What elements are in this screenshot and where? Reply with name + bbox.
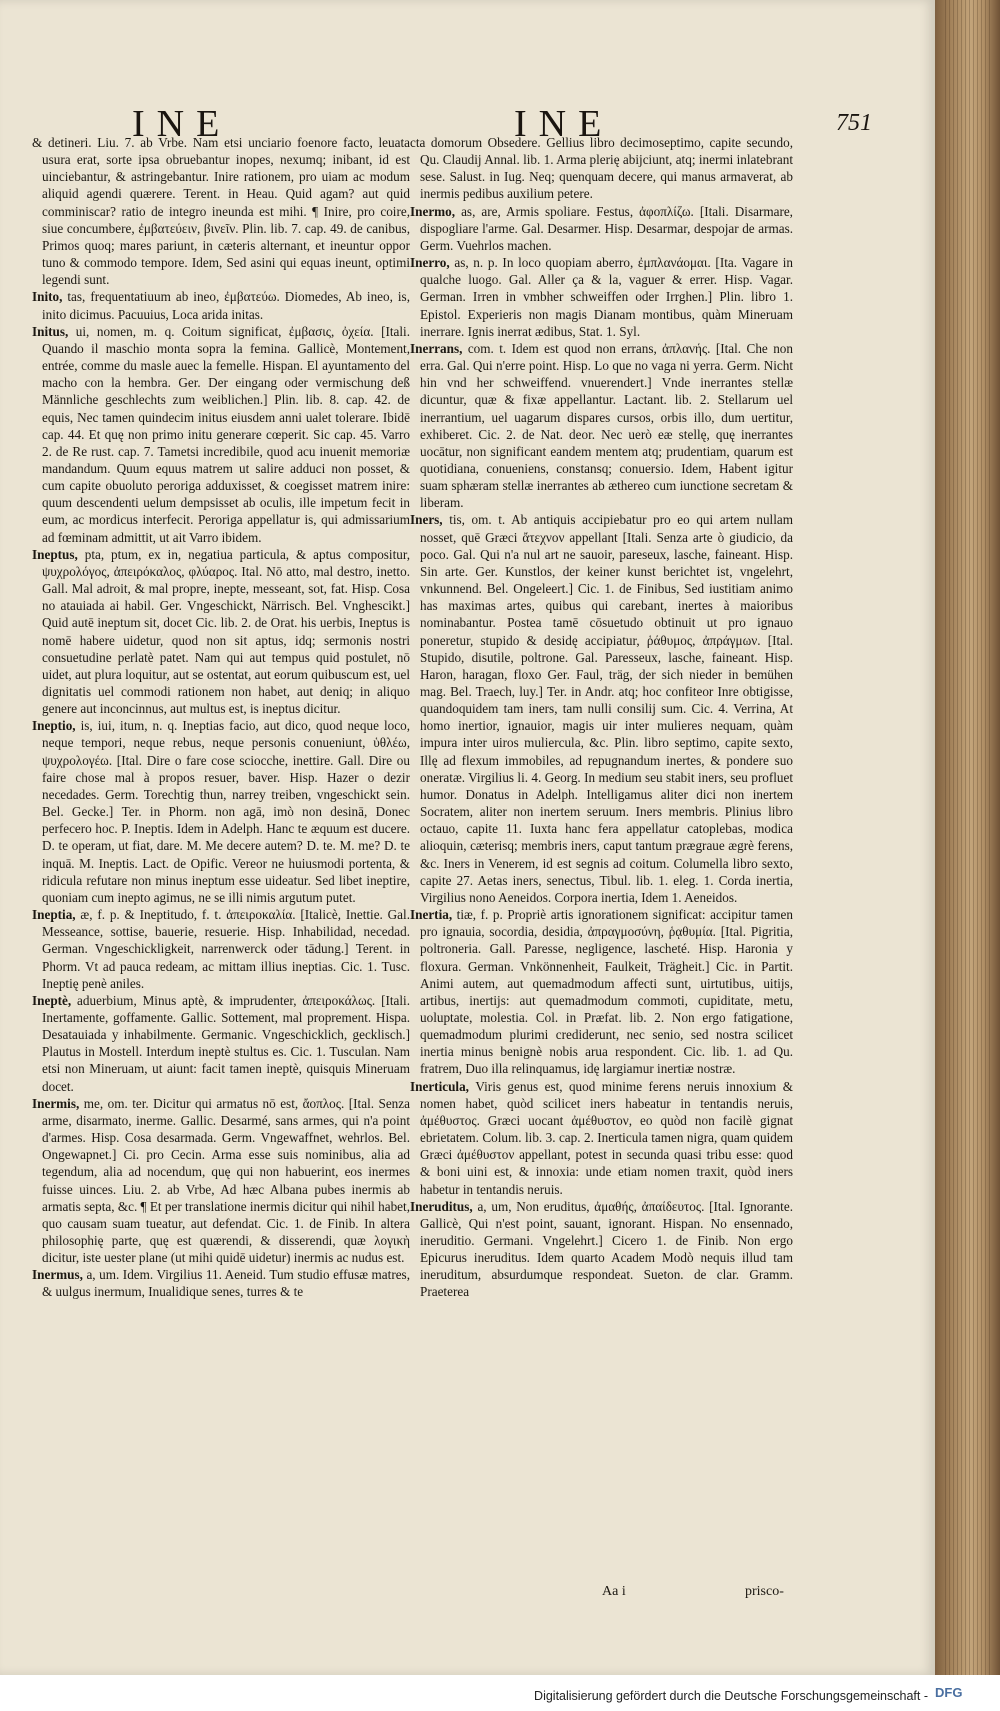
entry-text: a, um, Non eruditus, ἀμαθής, ἀπαίδευτος. [Ital. Ignorante. Gallicè, Qui n'est point, sauant, ignorant. Hispan. No ensennado, ineruditio. Germani. Vngelehrt.] Cicero 1. de Finib. Non ergo Epicurus ineruditus. Idem quarto Academ Modò nequis illud tam ineruditum, absurdumque respondeat. Sueton. de clar. Gramm. Praeterea xyxy=(420,1198,794,1300)
entry-text: & detineri. Liu. 7. ab Vrbe. Nam etsi unciario foenore facto, leuata usura erat, sorte ipsa obruebantur inopes, nexumq; inibant, id est uinciebantur, & astringebantur. Inire rationem, pro uiam ac modum aliquid agendi quærere. Terent. in Heau. Quid agam? aut quid comminiscar? ratio de integro ineunda est mihi. ¶ Inire, pro coire, siue concumbere, ἐμβατεύειν, βινεῖν. Plin. lib. 7. cap. 49. de canibus, Primos quoq; mares pariunt, in cæteris alternant, et ineuntur oppor tuno & commodo tempore. Idem, Sed asini qui equas ineunt, optimi legendi sunt. xyxy=(32,135,410,288)
dictionary-entry xyxy=(32,906,410,992)
dictionary-entry xyxy=(32,546,410,718)
running-head-left: INE xyxy=(132,103,232,145)
entry-headword: Inito, xyxy=(32,289,68,305)
dictionary-entry xyxy=(410,906,793,1078)
entry-text: tas, frequentatiuum ab ineo, ἐμβατεύω. Diomedes, Ab ineo, is, inito dicimus. Pacuuius, Loca arida initas. xyxy=(42,289,410,322)
dictionary-entry xyxy=(32,717,410,906)
page-number: 751 xyxy=(836,110,872,136)
entry-headword: Inermus, xyxy=(32,1267,87,1283)
entry-text: me, om. ter. Dicitur qui armatus nō est, ἄοπλος. [Ital. Senza arme, disarmato, inerme. Gallic. Desarmé, sans armes, qui n'a point d'armes. Hisp. Cosa desarmada. Germ. Vngewaffnet, wehrlos. Bel. Ongewapnet.] Ci. pro Cecin. Arma esse suis nominibus, alia ad tegendum, alia ad nocendum, quę qui non habuerint, eos inermes fuisse uinces. Liu. 2. ab Vrbe, Ad hæc Albana pubes inermis ab armatis septa, &c. ¶ Et per translatione inermis dicitur qui nihil habet, quo causam suam tueatur, aut defendat. Cic. 1. de Finib. In altera philosophię parte, quę est quærendi, & disserendi, quæ λογικὴ dicitur, iste uester plane (ut mihi quidē uidetur) inermis ac nudus est. xyxy=(42,1095,410,1266)
dictionary-entry xyxy=(410,1198,793,1301)
right-column xyxy=(410,134,793,1301)
entry-headword: Ineptia, xyxy=(32,907,81,923)
entry-headword: Ineruditus, xyxy=(410,1198,478,1214)
dictionary-entry xyxy=(32,323,410,546)
entry-headword: Inerro, xyxy=(410,255,455,271)
digitization-note: Digitalisierung gefördert durch die Deutsche Forschungsgemeinschaft - xyxy=(534,1689,928,1703)
dfg-logo: DFG xyxy=(935,1685,963,1700)
entry-text: tiæ, f. p. Propriè artis ignorationem significat: accipitur tamen pro ignauia, socordia, desidia, ἀπραγμοσύνη, ῥᾳθυμία. [Ital. Pigritia, poltroneria. Gall. Paresse, negligence, lascheté. Hisp. Haronia y floxura. German. Vnkönnenheit, Faulkeit, Trägheit.] Cic. in Partit. Animi autem, aut quemadmodum affecti sunt, uirtutibus, uitijs, artibus, inertijs: aut quemadmodum commoti, cupiditate, metu, uoluptate, molestia. Col. in Præfat. lib. 2. Non ergo fatigatione, quemadmodum plurimi crediderunt, nec senio, sed nostra scilicet inertia minus benignè nobis arua respondent. Cic. lib. 1. ad Qu. fratrem, Duo illa relinquamus, idę largiamur inertiæ nostræ. xyxy=(420,907,793,1077)
dictionary-entry xyxy=(410,203,793,254)
entry-text: is, iui, itum, n. q. Ineptias facio, aut dico, quod neque loco, neque tempori, neque rebus, neque personis conueniunt, ὑθλέω, ψυχρολογέω. [Ital. Dire o fare cose sciocche, inettire. Gall. Dire ou faire chose mal à propos resuer, baver. Hisp. Hazer o dezir necedades. Germ. Torechtig thun, narrey treiben, vngeschickt sein. Bel. Gecke.] Ter. in Phorm. non agā, imò non desinā, Donec perfecero hoc. P. Ineptis. Idem in Adelph. Hanc te æquum est ducere. D. te operam, ut fiat, dare. M. Me decere autem? D. te. M. me? D. te inquā. M. Ineptis. Lact. de Opific. Vereor ne huiusmodi portenta, & ridicula refutare non minus ineptum esse uideatur. Sed libet ineptire, quoniam cum inepto agimus, ne se illi nimis argutum putet. xyxy=(42,718,410,905)
dictionary-entry xyxy=(32,288,410,322)
entry-text: cta domorum Obsedere. Gellius libro decimoseptimo, capite secundo, Qu. Claudij Annal. lib. 1. Arma plerię abijciunt, atq; inermi inlatebrant sese. Salust. in Iug. Neq; quenquam decere, qui manus armaverat, ab inermis pedibus auxilium petere. xyxy=(410,135,793,202)
entry-headword: Inermis, xyxy=(32,1095,84,1111)
entry-headword: Ineptus, xyxy=(32,546,85,562)
dictionary-entry xyxy=(410,511,793,906)
dictionary-entry xyxy=(410,340,793,512)
entry-headword: Inertia, xyxy=(410,907,457,923)
left-column xyxy=(32,134,410,1301)
entry-text: as, are, Armis spoliare. Festus, ἀφοπλίζω. [Itali. Disarmare, dispogliare l'arme. Gal. Desarmer. Hisp. Desarmar, despojar de armas. Germ. Vuehrlos machen. xyxy=(420,203,793,253)
entry-text: tis, om. t. Ab antiquis accipiebatur pro eo qui artem nullam nosset, quē Græci ἄτεχνον appellant [Itali. Senza arte ò giudicio, da poco. Gal. Qui n'a nul art ne sauoir, pareseux, lasche, faineant. Hisp. Sin arte. Ger. Kunstlos, der keiner kunst berichtet ist, vngelehrt, vnkunnend. Bel. Ongeleert.] Cic. 1. de Finibus, Sed iustitiam animo has maximas artes, quibus qui carebant, inertes à maioribus nominabantur. Postea tamē cōsuetudo obtinuit ut pro ignauo poneretur, stupido & desidę accipiatur, ῥάθυμος, ἀπράγμων. [Ital. Stupido, disutile, poltrone. Gal. Paresseux, lasche, faineant. Hisp. Haron, haragan, floxo Ger. Faul, träg, der sich nieder in bemühen mag. Bel. Traech, luy.] Ter. in Andr. atq; hoc confiteor Inre obtigisse, quandoquidem tam iners, tam nulli consilij sum. Cic. 4. Verrina, At homo inertior, ignauior, magis uir inter mulieres nequam, quàm impura inter uiros muliercula, &c. Plin. libro septimo, capite sexto, Illę ad flexum immobiles, ad repugnandum inertes, & pondere suo oneratæ. Virgilius li. 4. Georg. In medium seu stabit iners, seu profluet humor. Donatus in Adelph. Intelligamus aliter dici non inertem Socratem, aliter non inertem seruum. Iners membris. Plinius libro octauo, capite 11. Iuxta hanc fera appellatur catoplebas, modica alioquin, cæterisq; membris iners, caput tantum prægraue ægrè ferens, &c. Iners in Venerem, id est segnis ad coitum. Columella libro sexto, capite 27. Aetas iners, senectus, Tibul. lib. 1. eleg. 1. Corda inertia, Virgilius nono Aeneidos. Corpora inertia, Idem 1. Aeneidos. xyxy=(420,512,793,905)
entry-headword: Inermo, xyxy=(410,203,462,219)
entry-headword: Initus, xyxy=(32,323,76,339)
running-head-right: INE xyxy=(514,103,614,145)
entry-text: Viris genus est, quod minime ferens neruis innoxium & nomen habet, quòd scilicet iners habeatur in tentandis neruis, ἀμέθυστος. Græci uocant ἀμέθυστον, eo quòd non facilè gignat ebrietatem. Colum. lib. 3. cap. 2. Inerticula tamen nigra, quam quidem Græci ἀμέθυστον appellant, potest in secunda quasi tribu esse: quod & boni uini est, & innoxia: unde etiam nomen traxit, quòd iners habetur in tentandis neruis. xyxy=(420,1078,793,1197)
dictionary-entry xyxy=(410,254,793,340)
dictionary-entry xyxy=(32,134,410,288)
entry-text: a, um. Idem. Virgilius 11. Aeneid. Tum studio effusæ matres, & uulgus inermum, Inualidique senes, turres & te xyxy=(42,1267,410,1300)
catchword: prisco- xyxy=(745,1584,784,1599)
entry-text: pta, ptum, ex in, negatiua particula, & aptus compositur, ψυχρολόγος, ἀπειρόκαλος, φλύαρος. Ital. Nō atto, mal destro, inetto. Gall. Mal adroit, & mal propre, inepte, messeant, sot, fat. Hisp. Cosa no atauiada ai habil. Ger. Vngeschickt, Närrisch. Bel. Vnghescikt.] Quid autē ineptum sit, docet Cic. lib. 2. de Orat. his uerbis, Ineptus is nomē habere uidetur, quod non sit aptus, idq; sermonis nostri consuetudine perlatè patet. Nam qui aut tempus quid postulet, nō uidet, aut plura loquitur, aut se ostentat, aut eorum quibuscum est, uel dignitatis uel commodi rationem non habet, aut deniq; in aliquo genere aut inconcinnus, aut multus est, is ineptus dicitur. xyxy=(42,546,410,717)
entry-headword: Inerticula, xyxy=(410,1078,476,1094)
entry-text: æ, f. p. & Ineptitudo, f. t. ἀπειροκαλία. [Italicè, Inettie. Gal. Messeance, sottise, bauerie, resuerie. Hisp. Inhabilidad, necedad. German. Vngeschickligkeit, narrenwerck oder tādung.] Terent. in Phorm. Vt ad pauca redeam, ac mittam illius ineptias. Cic. 1. Tusc. Ineptię penè aniles. xyxy=(42,907,410,991)
entry-headword: Inerrans, xyxy=(410,340,468,356)
signature-mark: Aa i xyxy=(602,1584,626,1599)
entry-headword: Ineptio, xyxy=(32,718,81,734)
entry-headword: Ineptè, xyxy=(32,992,78,1008)
dictionary-entry xyxy=(410,1078,793,1198)
entry-text: com. t. Idem est quod non errans, ἀπλανής. [Ital. Che non erra. Gal. Qui n'erre point. Hisp. Lo que no vaga ni yerra. Germ. Nicht hin vnd her schweiffend. vnuerendert.] Vnde inerrantes stellæ dicuntur, quæ & fixæ appellantur. Lactant. lib. 2. Stellarum uel inerrantium, uel uagarum dispares cursos, orbis illo, dum uertitur, exhiberet. Cic. 2. de Nat. deor. Nec uerò eæ stellę, quę inerrantes uocātur, non significant eandem mentem atq; prudentiam, quarum est quotidiana, conueniens, constansq; conuersio. Idem, Habent igitur suam sphæram stellæ inerrantes ab æthereo cum iunctione secretam & liberam. xyxy=(420,340,793,511)
entry-headword: Iners, xyxy=(410,512,450,528)
dictionary-entry xyxy=(32,1266,410,1300)
dictionary-entry xyxy=(410,134,793,203)
entry-text: ui, nomen, m. q. Coitum significat, ἐμβασις, ὀχεία. [Itali. Quando il maschio monta sopra la femina. Gallicè, Montement, entrée, comme du masle auec la femelle. Hispan. El ayuntamento del macho con la hembra. Ger. Der eingang oder vermischung deß Männliche geschlechts zum weiblichen.] Plin. lib. 8. cap. 42. de equis, Nec tamen quindecim initus eiusdem anni ualet tolerare. Ibidē cap. 44. Et quę non primo initu generare cœperit. Sic cap. 45. Varro 2. de Re rust. cap. 7. Tametsi incredibile, quod acu inuenit memoriæ mandandum. Quum equus matrem ut salire adduci non posset, & cum capite obuoluto peroriga adduxisset, & coegisset matrem inire: quum descendenti uelum dempsisset ab oculis, ille impetum fecit in eum, ac mordicus interfecit. Peroriga appellatur is, qui admissarium ad fœminam admittit, ut ait Varro ibidem. xyxy=(42,323,410,545)
entry-text: as, n. p. In loco quopiam aberro, ἐμπλανάομαι. [Ita. Vagare in qualche luogo. Gal. Aller ça & la, vaguer & errer. Hisp. Vagar. German. Irren in vmbher schweiffen oder Irrghen.] Plin. libro 1. Epistol. Experieris non magis Dianam montibus, quàm Mineruam inerrare. Ignis inerrat ædibus, Stat. 1. Syl. xyxy=(420,255,793,339)
entry-text: aduerbium, Minus aptè, & imprudenter, ἀπειροκάλως. [Itali. Inertamente, goffamente. Gallic. Sottement, mal proprement. Hispa. Desatauiada y inhabilmente. Germanic. Vngeschicklich, gecklisch.] Plautus in Mostell. Interdum ineptè stultus es. Cic. 1. Tusculan. Nam etsi non Mineruam, ut aiunt: facit tamen ineptè, quisquis Mineruam docet. xyxy=(42,992,410,1094)
dictionary-entry xyxy=(32,1095,410,1267)
dictionary-entry xyxy=(32,992,410,1095)
page-edge-texture xyxy=(945,0,990,1675)
